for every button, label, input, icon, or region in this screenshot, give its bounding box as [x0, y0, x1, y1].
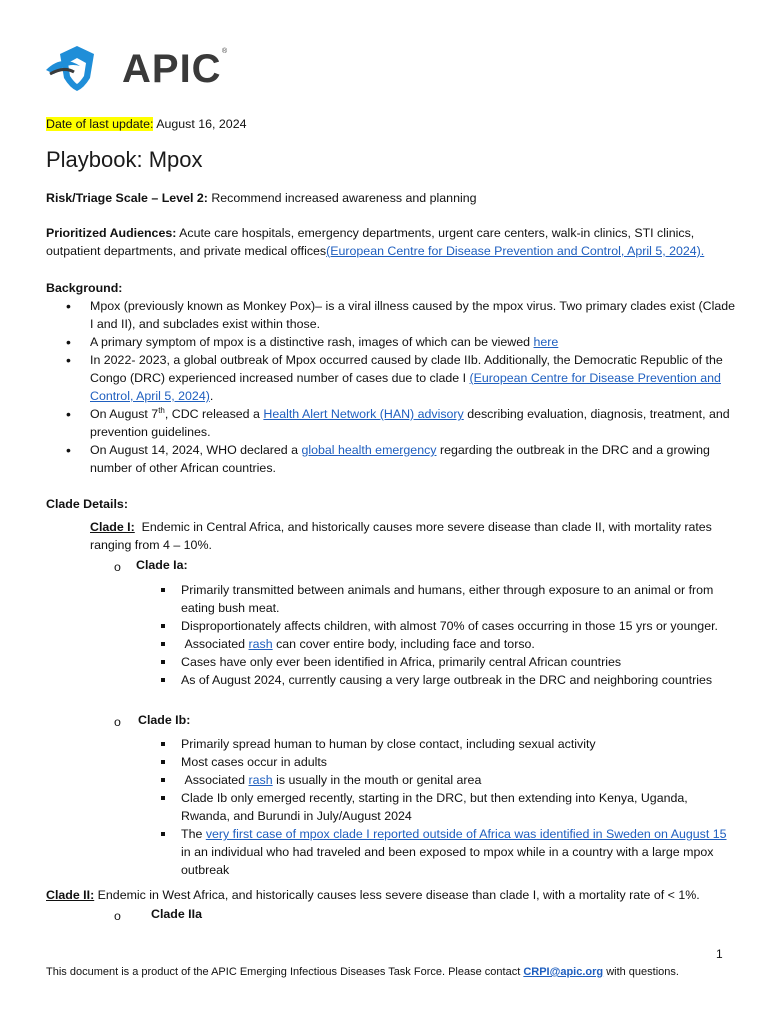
sweden-case-link[interactable]: very first case of mpox clade I reported outside of Africa was identified in Sweden on August 15 [205, 827, 727, 841]
risk-triage-line [46, 189, 736, 207]
clade-i-text: Endemic in Central Africa, and historically causes more severe disease than clade II, with mortality rates ranging from 4 – 10%. [90, 520, 712, 552]
clade-ib-1: Primarily spread human to human by close contact, including sexual activity [181, 737, 596, 751]
clade-ia-label: Clade Ia: [136, 558, 188, 572]
list-item [159, 825, 729, 879]
clade-ib-list [159, 735, 729, 879]
last-update-date: August 16, 2024 [156, 117, 247, 131]
clade-ib-2: Most cases occur in adults [181, 755, 327, 769]
clade-ia-4: Cases have only ever been identified in Africa, primarily central African countries [181, 655, 622, 669]
background-b4-sup: th [158, 405, 165, 415]
list-item [46, 333, 736, 351]
clade-ii-paragraph [46, 886, 746, 904]
list-item [46, 405, 736, 441]
clade-ia-list [159, 581, 729, 689]
clade-ib-5-pre: The [181, 827, 203, 841]
logo-text: APIC [122, 47, 222, 91]
background-b4-pre: On August 7 [90, 407, 159, 421]
risk-label: Risk/Triage Scale – Level 2: [46, 191, 208, 205]
clade-ib-label: Clade Ib: [138, 713, 191, 727]
list-item [159, 771, 729, 789]
han-advisory-link[interactable]: Health Alert Network (HAN) advisory [263, 407, 464, 421]
clade-ib-5-post: in an individual who had traveled and been exposed to mpox while in a country with a large mpox outbreak [181, 845, 714, 877]
audiences-label: Prioritized Audiences: [46, 226, 177, 240]
global-emergency-link[interactable]: global health emergency [301, 443, 437, 457]
clade-ia-5: As of August 2024, currently causing a very large outbreak in the DRC and neighboring countries [181, 673, 713, 687]
clade-ia-heading [136, 556, 536, 574]
clade-ii-text: Endemic in West Africa, and historically causes less severe disease than clade I, with a mortality rate of < 1%. [97, 888, 700, 902]
footer-post: with questions. [606, 966, 679, 978]
background-b2: A primary symptom of mpox is a distinctive rash, images of which can be viewed [90, 335, 531, 349]
contact-email-link[interactable]: CRPI@apic.org [523, 966, 604, 978]
background-section [46, 279, 736, 477]
clade-i-paragraph [90, 518, 740, 554]
list-item [159, 581, 729, 617]
list-item [159, 617, 729, 635]
clade-details-heading [46, 495, 736, 513]
circle-bullet: o [114, 560, 121, 574]
list-item [159, 753, 729, 771]
clade-i-label: Clade I: [90, 520, 135, 534]
footer [46, 963, 679, 981]
clade-ib-4: Clade Ib only emerged recently, starting in the DRC, but then extending into Kenya, Uganda, Rwanda, and Burundi in July/August 2024 [181, 791, 688, 823]
clade-heading-text: Clade Details: [46, 497, 128, 511]
list-item: • In 2022- 2023, a global outbreak of Mpox occurred caused by clade IIb. Additionally, the Democratic Republic of the Congo (DRC) experienced increased number of cases due to clade I (European Centre for Disease Prevention and Control, April 5, 2024). [46, 351, 736, 405]
background-b4-mid: , CDC released a [164, 407, 260, 421]
clade-ia-rash-link[interactable]: rash [248, 637, 273, 651]
clade-ia-3-pre: Associated [184, 637, 246, 651]
clade-iia-label: Clade IIa [151, 907, 202, 921]
background-list [46, 297, 736, 477]
clade-ia-1: Primarily transmitted between animals and humans, either through exposure to an animal or from eating bush meat. [181, 583, 714, 615]
background-b5-pre: On August 14, 2024, WHO declared a [90, 443, 299, 457]
list-item [159, 653, 729, 671]
background-heading: Background: [46, 281, 123, 295]
list-item [46, 297, 736, 333]
circle-bullet: o [114, 909, 121, 923]
audiences-text: Acute care hospitals, emergency departments, urgent care centers, walk-in clinics, STI clinics, outpatient departments, and private medical offices [46, 226, 695, 258]
rash-images-link[interactable]: here [533, 335, 559, 349]
clade-iia-heading [151, 905, 451, 923]
page-number: 1 [716, 947, 723, 961]
clade-ia-3-post: can cover entire body, including face and torso. [276, 637, 535, 651]
risk-text: Recommend increased awareness and planning [211, 191, 477, 205]
background-b1: Mpox (previously known as Monkey Pox)– is a viral illness caused by the mpox virus. Two primary clades exist (Clade I and II), and subclades exist within those. [90, 299, 736, 331]
list-item [159, 735, 729, 753]
registered-mark: ® [222, 48, 228, 55]
list-item [46, 441, 736, 477]
background-b5-post: regarding the outbreak in the DRC and a growing number of other African countries. [90, 443, 710, 475]
clade-ib-3-pre: Associated [184, 773, 246, 787]
clade-ib-heading [138, 711, 538, 729]
ecdc-link[interactable]: (European Centre for Disease Prevention and Control, April 5, 2024) [90, 371, 721, 403]
last-update-label: Date of last update: [46, 117, 154, 131]
circle-bullet: o [114, 715, 121, 729]
footer-pre: This document is a product of the APIC Emerging Infectious Diseases Task Force. Please contact [46, 966, 521, 978]
list-item [159, 671, 729, 689]
audiences-link[interactable]: (European Centre for Disease Prevention and Control, April 5, 2024). [326, 244, 705, 258]
audiences-paragraph [46, 224, 736, 260]
page-title: Playbook: Mpox [46, 147, 203, 172]
clade-ib-rash-link[interactable]: rash [248, 773, 273, 787]
clade-ii-label: Clade II: [46, 888, 95, 902]
list-item [159, 789, 729, 825]
clade-ia-2: Disproportionately affects children, with almost 70% of cases occurring in those 15 yrs or younger. [181, 619, 718, 633]
list-item [159, 635, 729, 653]
background-b3: In 2022- 2023, a global outbreak of Mpox occurred caused by clade IIb. Additionally, the Democratic Republic of the Congo (DRC) experienced increased number of cases due to clade I [90, 353, 723, 385]
background-b4-post: describing evaluation, diagnosis, treatment, and prevention guidelines. [90, 407, 730, 439]
apic-logo [44, 44, 234, 94]
last-update-line [46, 115, 246, 133]
clade-ib-3-post: is usually in the mouth or genital area [276, 773, 482, 787]
